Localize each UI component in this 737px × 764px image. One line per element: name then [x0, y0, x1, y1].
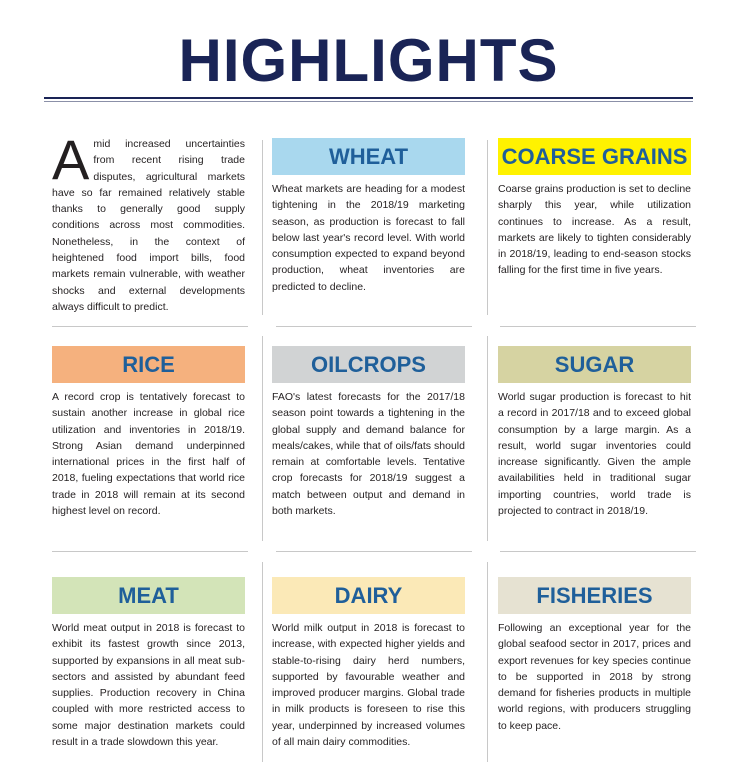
sugar-section [498, 346, 691, 519]
coarse-grains-section [498, 138, 691, 279]
intro-text: mid increased uncertainties from recent rising trade disputes, agricultural markets have so far remained relatively stable thanks to generally good supply conditions across most commodities. Nonetheless, in the context of heightened food import bills, food markets remain vulnerable, with weather shocks and external developments always difficult to predict. [52, 138, 245, 313]
wheat-heading: WHEAT [272, 138, 465, 175]
fisheries-section [498, 577, 691, 734]
fisheries-heading: FISHERIES [498, 577, 691, 614]
intro-paragraph [52, 128, 245, 315]
wheat-section [272, 138, 465, 295]
oilcrops-heading: OILCROPS [272, 346, 465, 383]
sugar-text: World sugar production is forecast to hit a record in 2017/18 and to exceed global consumption by a large margin. As a result, world sugar inventories could increase significantly. Given the ample availabilities held in traditional sugar importing countries, world trade is projected to contract in 2018/19. [498, 391, 691, 518]
intro-section [52, 128, 245, 315]
dairy-heading: DAIRY [272, 577, 465, 614]
meat-section [52, 577, 245, 750]
coarse-grains-text: Coarse grains production is set to decline sharply this year, while utilization continues to increase. As a result, markets are likely to tighten considerably in 2018/19, leading to end-season stocks falling for the first time in five years. [498, 183, 691, 277]
rice-heading: RICE [52, 346, 245, 383]
fisheries-text: Following an exceptional year for the global seafood sector in 2017, prices and export revenues for key species continue to be supported in 2018 by strong demand for fisheries products in multiple world regions, with producers struggling to keep pace. [498, 622, 691, 732]
meat-text: World meat output in 2018 is forecast to exhibit its fastest growth since 2013, supported by expansions in all meat sub-sectors and assisted by abundant feed supplies. Production recovery in China coupled with more restricted access to some major destination markets could result in a trade slowdown this year. [52, 622, 245, 749]
oilcrops-section [272, 346, 465, 519]
oilcrops-text: FAO's latest forecasts for the 2017/18 season point towards a tightening in the global supply and demand balance for meals/cakes, while that of oils/fats should remain at comfortable levels. Tentative crop forecasts for 2018/19 suggest a match between output and demand in both markets. [272, 391, 465, 518]
row-divider [276, 551, 472, 552]
page-title: HIGHLIGHTS [178, 27, 559, 94]
dairy-text: World milk output in 2018 is forecast to increase, with expected higher yields and stable-to-rising dairy herd numbers, supported by favourable weather and improved producer margins. Global trade in milk products is foreseen to rise this year, underpinned by increased volumes of all main dairy commodities. [272, 622, 465, 749]
rice-section [52, 346, 245, 519]
sugar-heading: SUGAR [498, 346, 691, 383]
coarse-grains-heading: COARSE GRAINS [498, 138, 691, 175]
column-divider [262, 562, 263, 762]
row-divider [500, 551, 696, 552]
row-divider [52, 551, 248, 552]
wheat-text: Wheat markets are heading for a modest tightening in the 2018/19 marketing season, as production is forecast to fall below last year's record level. With world consumption expected to expand beyond production, wheat inventories are predicted to decline. [272, 183, 465, 293]
column-divider [262, 140, 263, 315]
title-rule [44, 97, 693, 99]
intro-dropcap: A [52, 128, 90, 191]
row-divider [276, 326, 472, 327]
row-divider [500, 326, 696, 327]
dairy-section [272, 577, 465, 750]
column-divider [262, 336, 263, 541]
column-divider [487, 336, 488, 541]
row-divider [52, 326, 248, 327]
column-divider [487, 140, 488, 315]
title-rule-thin [44, 101, 693, 102]
meat-heading: MEAT [52, 577, 245, 614]
rice-text: A record crop is tentatively forecast to sustain another increase in global rice utilization and inventories in 2018/19. Strong Asian demand underpinned international prices in the first half of 2018, fueling expectations that world rice trade in 2018 will remain at its second highest level on record. [52, 391, 245, 518]
column-divider [487, 562, 488, 762]
